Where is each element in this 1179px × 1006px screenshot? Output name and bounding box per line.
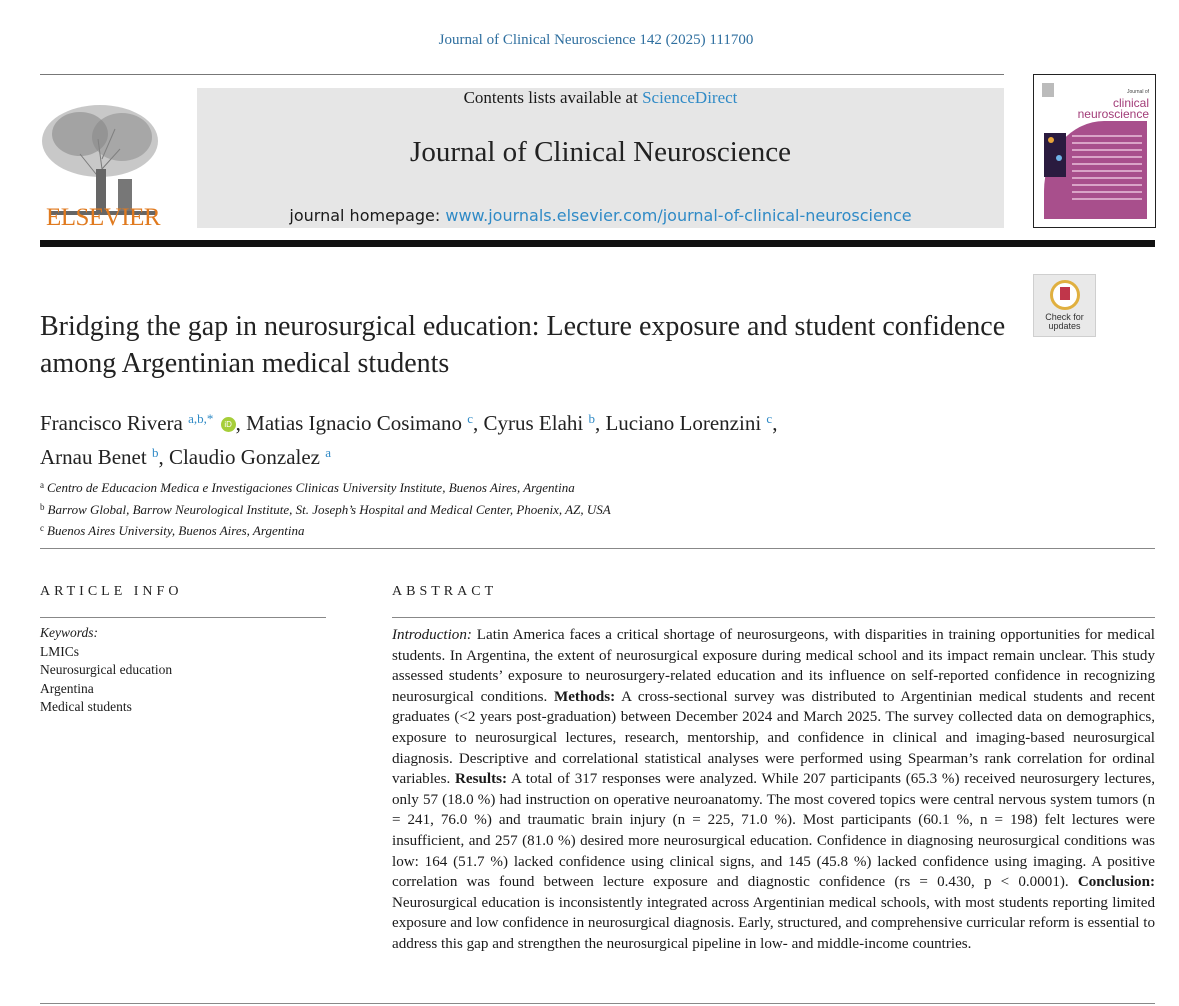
- homepage-link[interactable]: www.journals.elsevier.com/journal-of-clinical-neuroscience: [445, 206, 912, 225]
- conclusion-label: Conclusion:: [1077, 874, 1155, 891]
- journal-citation[interactable]: Journal of Clinical Neuroscience 142 (2025) 111700: [438, 32, 754, 48]
- affiliation-item: $^a$ Centro de Educacion Medica e Investigaciones Clinicas University Institute, Buenos Aires, Argentina: [40, 480, 575, 495]
- header-divider: [40, 74, 1004, 75]
- keyword-item: Medical students: [40, 699, 132, 714]
- section-divider: [40, 548, 1155, 549]
- elsevier-wordmark[interactable]: ELSEVIER: [45, 204, 161, 231]
- abstract-divider: [392, 617, 1155, 618]
- author-name[interactable]: Francisco Rivera: [40, 411, 183, 435]
- methods-label: Methods:: [553, 688, 616, 705]
- author-affiliation-ref[interactable]: b: [588, 411, 595, 426]
- author-list: Francisco Rivera $^{a,b,*}$ iD , Matias Ignacio Cosimano $^c$, Cyrus Elahi $^b$, Luciano Lorenzini $^c$, Arnau Benet $^b$, Claudio Gonzalez $^a$: [40, 411, 778, 469]
- article-title: Bridging the gap in neurosurgical education: Lecture exposure and student confidence among Argentinian medical students: [40, 311, 1006, 379]
- author-name[interactable]: Luciano Lorenzini: [605, 411, 762, 435]
- header-thick-divider: [40, 240, 1155, 247]
- journal-banner: [197, 88, 1004, 228]
- author-affiliation-ref[interactable]: a: [325, 445, 332, 460]
- methods-text: A cross-sectional survey was distributed to Argentinian medical students and recent graduates (<2 years post-graduation) between December 2024 and March 2025. The survey collected data on demographics, exposure to neurosurgical lectures, research, mentorship, and confidence in clinical and imaging-based neurosurgical diagnosis. Descriptive and correlational statistical analyses were performed using Spearman’s rank correlation for ordinal variables.: [392, 688, 1155, 788]
- cover-publisher-icon: [1042, 83, 1054, 97]
- cover-title-line2: neuroscience: [1077, 107, 1149, 121]
- introduction-label: Introduction:: [392, 627, 472, 643]
- check-for-updates-label: Check for updates: [1045, 312, 1084, 331]
- cover-title-line1: clinical: [1112, 96, 1149, 110]
- abstract-body: [392, 625, 1155, 955]
- cover-dot-icon: [1048, 137, 1054, 143]
- journal-name: Journal of Clinical Neuroscience: [410, 136, 791, 168]
- orcid-icon[interactable]: iD: [221, 417, 236, 432]
- keyword-item: Neurosurgical education: [40, 662, 173, 677]
- affiliation-item: $^c$ Buenos Aires University, Buenos Aires, Argentina: [40, 523, 305, 538]
- keyword-item: Argentina: [40, 680, 94, 696]
- author-affiliation-ref[interactable]: c: [766, 411, 773, 426]
- results-label: Results:: [455, 771, 508, 788]
- contents-prefix: Contents lists available at: [463, 88, 643, 107]
- keywords-list: [40, 624, 172, 717]
- cover-text-lines: [1072, 135, 1142, 205]
- bookmark-icon: [1050, 280, 1080, 310]
- keyword-item: LMICs: [40, 643, 80, 659]
- cover-title: [1078, 87, 1149, 120]
- journal-cover-thumbnail[interactable]: [1033, 74, 1156, 228]
- homepage-line: [197, 206, 1004, 225]
- contents-line: [197, 88, 1004, 108]
- cover-dot-icon: [1056, 155, 1062, 161]
- author-affiliation-ref[interactable]: a,b,*: [188, 411, 214, 426]
- article-info-heading: ARTICLE INFO: [40, 584, 183, 599]
- author-name[interactable]: Arnau Benet: [40, 445, 147, 469]
- author-name[interactable]: Matias Ignacio Cosimano: [246, 411, 462, 435]
- author-name[interactable]: Claudio Gonzalez: [168, 445, 320, 469]
- results-text: A total of 317 responses were analyzed. While 207 participants (65.3 %) received neurosurgery lectures, only 57 (18.0 %) had instruction on operative neuroanatomy. The most covered topics were central nervous system tumors (n = 241, 76.0 %) and traumatic brain injury (n = 225, 71.0 %). Most participants (60.1 %, n = 198) felt lectures were insufficient, and 257 (81.0 %) desired more neurosurgical education. Confidence in diagnosing neurosurgical conditions was low: 164 (51.7 %) lacked confidence using clinical signs, and 145 (45.8 %) lacked confidence using imaging. A positive correlation was found between lecture exposure and diagnostic confidence (rs = 0.430, p < 0.0001).: [392, 771, 1155, 891]
- homepage-prefix: journal homepage:: [289, 206, 446, 225]
- author-affiliation-ref[interactable]: b: [151, 445, 159, 460]
- conclusion-text: Neurosurgical education is inconsistently integrated across Argentinian medical schools, with most students reporting limited exposure and low confidence in neurosurgical diagnosis. Early, structured, and comprehensive curricular reform is essential to address this gap and strengthen the neurosurgical pipeline in low- and middle-income countries.: [392, 894, 1155, 952]
- keywords-label: Keywords:: [40, 625, 98, 640]
- footer-divider: [40, 1003, 1155, 1004]
- cover-small: Journal of: [1127, 89, 1149, 95]
- author-name[interactable]: Cyrus Elahi: [483, 411, 584, 435]
- author-affiliation-ref[interactable]: c: [467, 411, 473, 426]
- introduction-text: Latin America faces a critical shortage of neurosurgeons, with disparities in training opportunities for medical students. In Argentina, the extent of neurosurgical exposure during medical school and its impact remain unclear. This study assessed students’ exposure to neurosurgery-related education and its influence on self-reported confidence in recognizing neurosurgical conditions.: [392, 627, 1155, 705]
- check-for-updates-button[interactable]: [1033, 274, 1096, 337]
- sciencedirect-link[interactable]: ScienceDirect: [642, 88, 738, 107]
- abstract-heading: ABSTRACT: [392, 584, 498, 599]
- affiliation-item: $^b$ Barrow Global, Barrow Neurological Institute, St. Joseph’s Hospital and Medical Center, Phoenix, AZ, USA: [40, 501, 611, 517]
- affiliations: [40, 476, 1140, 541]
- article-info-divider: [40, 617, 326, 618]
